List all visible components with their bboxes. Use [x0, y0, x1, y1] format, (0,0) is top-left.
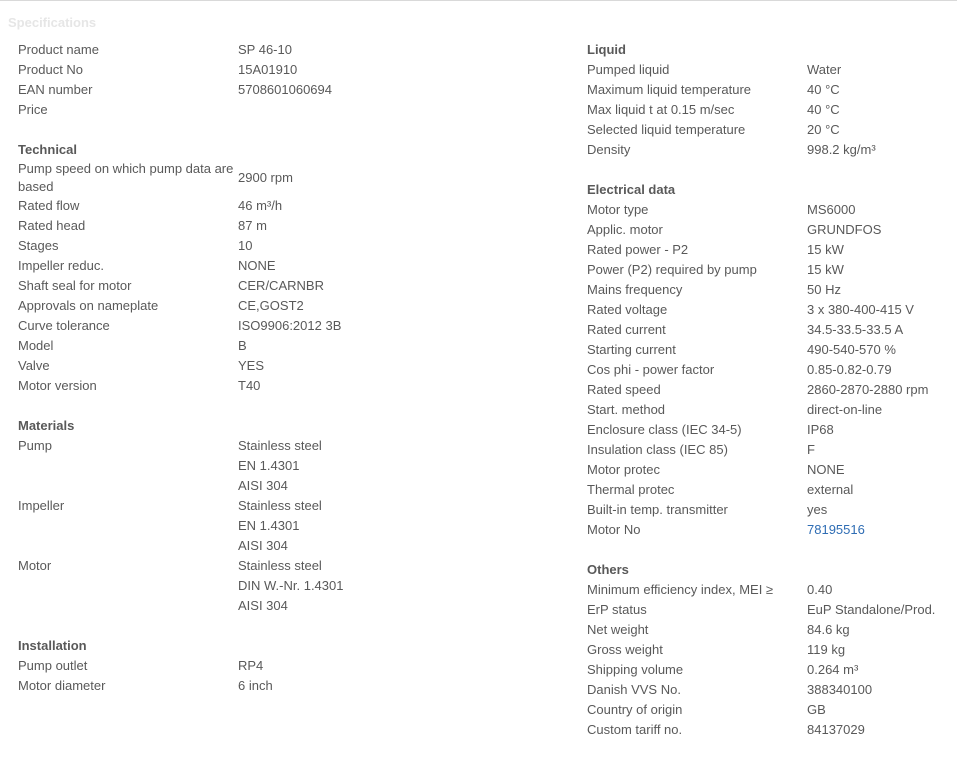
spec-row-enclosure-class-iec-34-5 [587, 420, 957, 440]
spec-row-thermal-protec [587, 480, 957, 500]
spec-row-country-of-origin [587, 700, 957, 720]
spec-label: Motor type [587, 202, 649, 217]
spec-value: T40 [238, 378, 261, 393]
spec-row-approvals-on-nameplate [18, 296, 558, 316]
spec-value: 34.5-33.5-33.5 A [807, 322, 904, 337]
spec-value: 15 kW [807, 262, 844, 277]
spec-value: IP68 [807, 422, 834, 437]
spec-value: 0.40 [807, 582, 833, 597]
spec-section-technical [18, 140, 558, 396]
spec-label: Max liquid t at 0.15 m/sec [587, 102, 735, 117]
section-title: Materials [18, 418, 75, 433]
spec-label: Start. method [587, 402, 666, 417]
spec-label: Minimum efficiency index, MEI ≥ [587, 582, 774, 597]
spec-section-installation [18, 636, 558, 696]
specifications-heading: Specifications [8, 15, 97, 30]
spec-value: 0.264 m³ [807, 662, 859, 677]
spec-value-line: Stainless steel [238, 498, 322, 513]
spec-value-line: AISI 304 [238, 538, 288, 553]
spec-value: 119 kg [807, 642, 846, 657]
spec-value [238, 100, 558, 120]
spec-label: Insulation class (IEC 85) [587, 442, 728, 457]
section-title: Others [587, 562, 629, 577]
spec-row-net-weight [587, 620, 957, 640]
spec-label: Enclosure class (IEC 34-5) [587, 422, 742, 437]
spec-label: Mains frequency [587, 282, 683, 297]
spec-label: Pump outlet [18, 658, 88, 673]
spec-row-price [18, 100, 558, 120]
spec-value: 15 kW [807, 242, 844, 257]
top-divider [0, 0, 957, 1]
spec-row-motor [18, 556, 558, 616]
spec-value: NONE [238, 258, 276, 273]
spec-label: Danish VVS No. [587, 682, 681, 697]
spec-label: Power (P2) required by pump [587, 262, 757, 277]
spec-label: Shaft seal for motor [18, 278, 132, 293]
left-spec-column [18, 40, 558, 716]
section-title: Electrical data [587, 182, 676, 197]
spec-value: 84.6 kg [807, 622, 850, 637]
spec-row-motor-diameter [18, 676, 558, 696]
spec-row-model [18, 336, 558, 356]
spec-value: external [807, 482, 854, 497]
spec-section-materials [18, 416, 558, 616]
spec-row-selected-liquid-temperature [587, 120, 957, 140]
spec-value: 3 x 380-400-415 V [807, 302, 914, 317]
right-spec-column [587, 40, 957, 760]
spec-row-motor-protec [587, 460, 957, 480]
spec-label: Stages [18, 238, 59, 253]
spec-label: EAN number [18, 82, 93, 97]
spec-value: NONE [807, 462, 845, 477]
section-title: Installation [18, 638, 87, 653]
spec-label: Custom tariff no. [587, 722, 683, 737]
spec-row-motor-type [587, 200, 957, 220]
spec-row-pump-speed-on-which-pump-data-are-based [18, 160, 558, 196]
spec-value: GB [807, 702, 826, 717]
spec-value: 5708601060694 [238, 82, 332, 97]
spec-row-mains-frequency [587, 280, 957, 300]
section-title: Technical [18, 142, 78, 157]
spec-row-power-p2-required-by-pump [587, 260, 957, 280]
spec-label: Rated voltage [587, 302, 668, 317]
spec-value: 40 °C [807, 82, 840, 97]
spec-row-rated-speed [587, 380, 957, 400]
spec-value: EuP Standalone/Prod. [807, 602, 936, 617]
spec-value: Water [807, 62, 842, 77]
spec-row-density [587, 140, 957, 160]
spec-row-motor-version [18, 376, 558, 396]
spec-row-custom-tariff-no [587, 720, 957, 740]
spec-section-general [18, 40, 558, 120]
spec-label: Model [18, 338, 54, 353]
spec-value: MS6000 [807, 202, 856, 217]
spec-row-shipping-volume [587, 660, 957, 680]
spec-label: Shipping volume [587, 662, 684, 677]
spec-row-shaft-seal-for-motor [18, 276, 558, 296]
spec-value: 87 m [238, 218, 267, 233]
spec-row-rated-head [18, 216, 558, 236]
spec-label: Motor [18, 558, 52, 573]
spec-row-starting-current [587, 340, 957, 360]
spec-value [238, 496, 558, 556]
spec-label: Rated power - P2 [587, 242, 689, 257]
spec-label: Rated head [18, 218, 86, 233]
spec-row-rated-voltage [587, 300, 957, 320]
spec-label: Gross weight [587, 642, 663, 657]
spec-value: 46 m³/h [238, 198, 283, 213]
spec-value [238, 556, 558, 616]
spec-row-pumped-liquid [587, 60, 957, 80]
spec-value: 40 °C [807, 102, 840, 117]
motor-number-link[interactable]: 78195516 [807, 522, 865, 537]
spec-value-line: Stainless steel [238, 558, 322, 573]
spec-section-liquid [587, 40, 957, 160]
spec-row-cos-phi-power-factor [587, 360, 957, 380]
spec-label: Valve [18, 358, 50, 373]
spec-label: Motor version [18, 378, 97, 393]
spec-value: 6 inch [238, 678, 273, 693]
spec-value: CE,GOST2 [238, 298, 304, 313]
spec-row-ean-number [18, 80, 558, 100]
spec-value: 2900 rpm [238, 170, 293, 185]
spec-row-erp-status [587, 600, 957, 620]
spec-value: 998.2 kg/m³ [807, 142, 876, 157]
spec-row-rated-power-p2 [587, 240, 957, 260]
spec-label: Impeller reduc. [18, 258, 104, 273]
spec-value: GRUNDFOS [807, 222, 882, 237]
spec-value: yes [807, 502, 828, 517]
spec-value-line: AISI 304 [238, 478, 288, 493]
spec-label: Product name [18, 42, 99, 57]
spec-row-product-name [18, 40, 558, 60]
spec-row-curve-tolerance [18, 316, 558, 336]
spec-label: Motor protec [587, 462, 660, 477]
spec-value-line: EN 1.4301 [238, 518, 300, 533]
spec-value: SP 46-10 [238, 42, 292, 57]
spec-value: 0.85-0.82-0.79 [807, 362, 892, 377]
spec-value: direct-on-line [807, 402, 883, 417]
spec-row-applic-motor [587, 220, 957, 240]
spec-value: CER/CARNBR [238, 278, 324, 293]
spec-label: Cos phi - power factor [587, 362, 715, 377]
section-title: Liquid [587, 42, 626, 57]
spec-label: Pump speed on which pump data are based [18, 161, 234, 194]
spec-value-line: AISI 304 [238, 598, 288, 613]
spec-label: Net weight [587, 622, 649, 637]
spec-row-valve [18, 356, 558, 376]
spec-value: B [238, 338, 247, 353]
spec-row-rated-flow [18, 196, 558, 216]
spec-label: Product No [18, 62, 84, 77]
spec-row-pump-outlet [18, 656, 558, 676]
spec-row-pump [18, 436, 558, 496]
spec-value: 50 Hz [807, 282, 841, 297]
spec-value-line: DIN W.-Nr. 1.4301 [238, 578, 344, 593]
spec-section-others [587, 560, 957, 740]
spec-value: F [807, 442, 815, 457]
spec-row-impeller-reduc [18, 256, 558, 276]
spec-value-line: EN 1.4301 [238, 458, 300, 473]
spec-label: Pumped liquid [587, 62, 670, 77]
spec-label: Applic. motor [587, 222, 663, 237]
spec-value: 490-540-570 % [807, 342, 896, 357]
spec-value: YES [238, 358, 265, 373]
spec-row-start-method [587, 400, 957, 420]
spec-value: 388340100 [807, 682, 873, 697]
spec-row-motor-no [587, 520, 957, 540]
spec-value: 2860-2870-2880 rpm [807, 382, 929, 397]
spec-label: ErP status [587, 602, 647, 617]
spec-row-product-no [18, 60, 558, 80]
spec-label: Selected liquid temperature [587, 122, 746, 137]
spec-value: 20 °C [807, 122, 840, 137]
spec-row-stages [18, 236, 558, 256]
spec-row-insulation-class-iec-85 [587, 440, 957, 460]
spec-value: 15A01910 [238, 62, 298, 77]
spec-row-danish-vvs-no [587, 680, 957, 700]
spec-row-gross-weight [587, 640, 957, 660]
spec-section-electrical-data [587, 180, 957, 540]
spec-value-line: Stainless steel [238, 438, 322, 453]
spec-label: Maximum liquid temperature [587, 82, 752, 97]
spec-label: Pump [18, 438, 52, 453]
spec-value: 10 [238, 238, 253, 253]
spec-label: Approvals on nameplate [18, 298, 159, 313]
spec-row-minimum-efficiency-index-mei [587, 580, 957, 600]
spec-value [238, 436, 558, 496]
spec-label: Curve tolerance [18, 318, 110, 333]
spec-label: Density [587, 142, 631, 157]
spec-label: Motor No [587, 522, 641, 537]
spec-row-rated-current [587, 320, 957, 340]
spec-row-impeller [18, 496, 558, 556]
spec-row-built-in-temp-transmitter [587, 500, 957, 520]
spec-label: Motor diameter [18, 678, 106, 693]
spec-row-maximum-liquid-temperature [587, 80, 957, 100]
spec-label: Country of origin [587, 702, 683, 717]
spec-label: Rated current [587, 322, 666, 337]
spec-value: 84137029 [807, 722, 865, 737]
spec-label: Price [18, 102, 48, 117]
spec-label: Rated speed [587, 382, 661, 397]
spec-label: Starting current [587, 342, 676, 357]
spec-label: Impeller [18, 498, 65, 513]
spec-value: RP4 [238, 658, 264, 673]
spec-label: Built-in temp. transmitter [587, 502, 728, 517]
spec-label: Thermal protec [587, 482, 675, 497]
spec-row-max-liquid-t-at-0-15-m-sec [587, 100, 957, 120]
spec-label: Rated flow [18, 198, 80, 213]
spec-value: ISO9906:2012 3B [238, 318, 342, 333]
